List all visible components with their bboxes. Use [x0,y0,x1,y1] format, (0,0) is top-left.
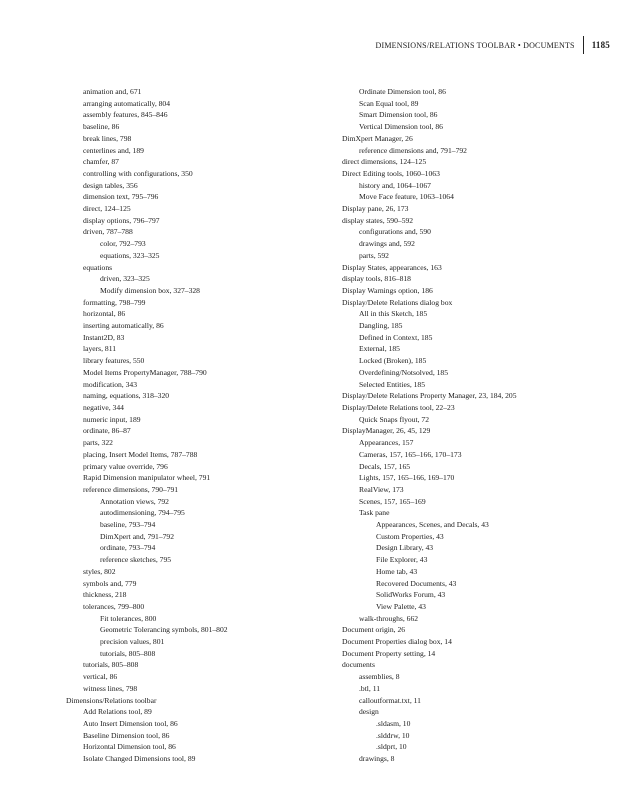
index-entry: All in this Sketch, 185 [359,309,428,319]
index-entry: parts, 322 [83,438,113,448]
index-entry: Auto Insert Dimension tool, 86 [83,718,178,728]
index-entry: Task pane [359,508,390,518]
index-entry: Horizontal Dimension tool, 86 [83,742,176,752]
index-entry: Defined in Context, 185 [359,332,433,342]
index-entry: Instant2D, 83 [83,332,125,342]
index-entry: tutorials, 805–808 [100,648,156,658]
index-entry: tolerances, 799–800 [83,601,145,611]
index-entry: Modify dimension box, 327–328 [100,285,200,295]
index-entry: equations [83,262,113,272]
index-entry: Scenes, 157, 165–169 [359,496,426,506]
index-entry: horizontal, 86 [83,309,126,319]
index-entry: inserting automatically, 86 [83,321,164,331]
index-entry: styles, 802 [83,566,116,576]
index-entry: placing, Insert Model Items, 787–788 [83,449,198,459]
index-entry: numeric input, 189 [83,414,141,424]
index-entry: Appearances, 157 [359,438,414,448]
index-entry: Display/Delete Relations Property Manager, 23, 184, 205 [342,391,517,401]
index-entry: drawings and, 592 [359,239,415,249]
index-entry: Ordinate Dimension tool, 86 [359,87,446,96]
index-entry: Cameras, 157, 165–166, 170–173 [359,449,462,459]
index-entry: formatting, 798–799 [83,297,146,307]
index-entry: display tools, 816–818 [342,274,411,284]
index-entry: design [359,707,379,717]
index-entry: Selected Entities, 185 [359,379,426,389]
index-entry: DisplayManager, 26, 45, 129 [342,426,431,436]
index-column-left [66,86,336,765]
index-entry: configurations and, 590 [359,227,431,237]
index-entry: primary value override, 796 [83,461,168,471]
index-entry: documents [342,660,375,670]
index-entry: direct dimensions, 124–125 [342,157,427,167]
index-entry: DimXpert and, 791–792 [100,531,175,541]
page-number: 1185 [591,40,610,50]
index-entry: calloutformat.txt, 11 [359,695,421,705]
index-entry: direct, 124–125 [83,204,131,214]
index-entry: dimension text, 795–796 [83,192,159,202]
index-entry: walk-throughs, 662 [359,613,419,623]
index-entry: .sldasm, 10 [376,718,411,728]
index-entry: display states, 590–592 [342,215,414,225]
index-entry: driven, 787–788 [83,227,133,237]
index-entry: symbols and, 779 [83,578,137,588]
index-entry: .btl, 11 [359,683,381,693]
index-entry: display options, 796–797 [83,215,160,225]
index-entry: Direct Editing tools, 1060–1063 [342,168,440,178]
header-divider [583,36,584,54]
index-entry: design tables, 356 [83,180,138,190]
index-entry: View Palette, 43 [376,601,426,611]
index-entry: Overdefining/Notsolved, 185 [359,367,449,377]
index-entry: naming, equations, 318–320 [83,391,170,401]
index-entry: assemblies, 8 [359,672,400,682]
index-entry: history and, 1064–1067 [359,180,431,190]
index-entry: reference sketches, 795 [100,555,172,565]
index-entry: External, 185 [359,344,400,354]
index-entry: break lines, 798 [83,133,132,143]
index-entry: Document Properties dialog box, 14 [342,637,452,647]
index-entry: chamfer, 87 [83,157,119,167]
index-entry: Smart Dimension tool, 86 [359,110,438,120]
index-entry: baseline, 793–794 [100,520,156,530]
index-entry: .slddrw, 10 [376,730,410,740]
index-entry: Design Library, 43 [376,543,434,553]
index-entry: Model Items PropertyManager, 788–790 [83,367,207,377]
index-entry: Move Face feature, 1063–1064 [359,192,454,202]
index-entry: baseline, 86 [83,122,120,132]
index-entry: equations, 323–325 [100,250,160,260]
index-entry: Add Relations tool, 89 [83,707,152,717]
index-entry: File Explorer, 43 [376,555,428,565]
index-entry: Lights, 157, 165–166, 169–170 [359,473,455,483]
index-entry: tutorials, 805–808 [83,660,139,670]
index-entry: Recovered Documents, 43 [376,578,457,588]
index-entry: vertical, 86 [83,672,118,682]
index-entry: Display/Delete Relations dialog box [342,297,453,307]
index-entry: animation and, 671 [83,87,142,96]
running-header [376,35,611,55]
index-entry: Isolate Changed Dimensions tool, 89 [83,754,196,764]
index-entry: autodimensioning, 794–795 [100,508,185,518]
index-entry: Display pane, 26, 173 [342,204,409,214]
index-entry: Display Warnings option, 186 [342,285,433,295]
index-entry: reference dimensions and, 791–792 [359,145,467,155]
index-entry: Annotation views, 792 [100,496,169,506]
index-entry: driven, 323–325 [100,274,150,284]
index-entry: Dimensions/Relations toolbar [66,695,157,705]
index-entry: Decals, 157, 165 [359,461,411,471]
index-entry: library features, 550 [83,356,145,366]
index-entry: ordinate, 86–87 [83,426,131,436]
index-entry: Rapid Dimension manipulator wheel, 791 [83,473,211,483]
index-entry: Home tab, 43 [376,566,418,576]
index-entry: Document origin, 26 [342,625,406,635]
index-entry: thickness, 218 [83,590,127,600]
index-entry: controlling with configurations, 350 [83,168,193,178]
index-entry: precision values, 801 [100,637,165,647]
index-entry: Appearances, Scenes, and Decals, 43 [376,520,489,530]
index-entry: DimXpert Manager, 26 [342,133,413,143]
index-entry: Scan Equal tool, 89 [359,98,419,108]
index-entry: Dangling, 185 [359,321,403,331]
index-entry: Display States, appearances, 163 [342,262,442,272]
index-entry: centerlines and, 189 [83,145,144,155]
index-entry: parts, 592 [359,250,389,260]
index-entry: Vertical Dimension tool, 86 [359,122,443,132]
index-entry: assembly features, 845–846 [83,110,168,120]
running-title: DIMENSIONS/RELATIONS TOOLBAR • DOCUMENTS [375,40,575,50]
index-entry: Custom Properties, 43 [376,531,444,541]
index-entry: Document Property setting, 14 [342,648,436,658]
index-entry: Quick Snaps flyout, 72 [359,414,430,424]
index-column-right [342,86,612,765]
index-entry: modification, 343 [83,379,137,389]
index-entry: witness lines, 798 [83,683,138,693]
index-entry: drawings, 8 [359,754,395,764]
index-entry: negative, 344 [83,402,124,412]
index-entry: Fit tolerances, 800 [100,613,157,623]
index-entry: Display/Delete Relations tool, 22–23 [342,402,455,412]
index-entry: arranging automatically, 804 [83,98,171,108]
index-entry: Geometric Tolerancing symbols, 801–802 [100,625,228,635]
index-entry: .sldprt, 10 [376,742,407,752]
index-entry: Locked (Broken), 185 [359,356,427,366]
index-entry: color, 792–793 [100,239,146,249]
index-entry: RealView, 173 [359,484,404,494]
index-entry: SolidWorks Forum, 43 [376,590,446,600]
index-entry: layers, 811 [83,344,117,354]
index-entry: Baseline Dimension tool, 86 [83,730,170,740]
index-entry: reference dimensions, 790–791 [83,484,179,494]
index-entry: ordinate, 793–794 [100,543,156,553]
